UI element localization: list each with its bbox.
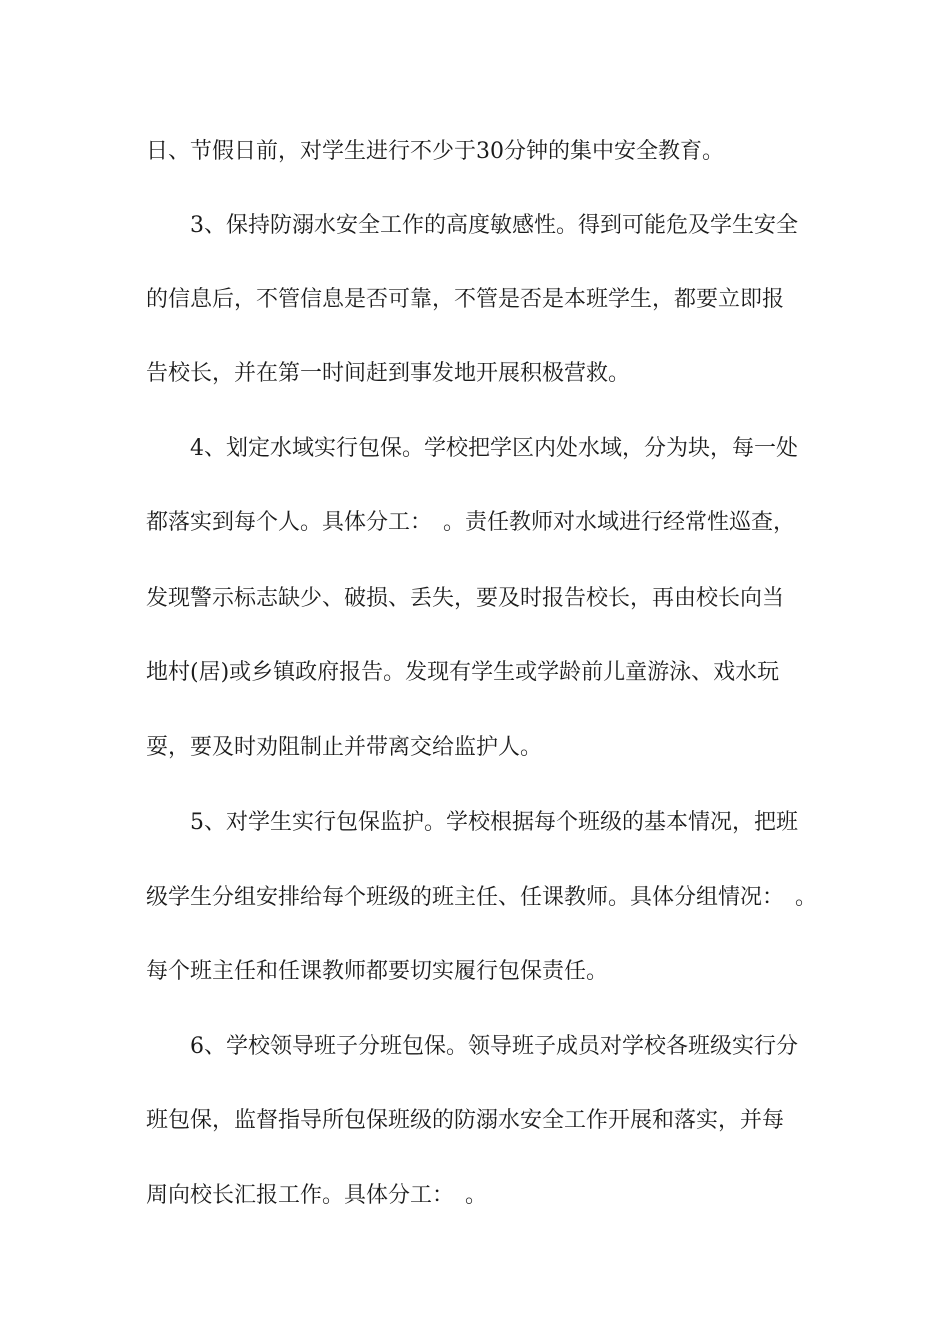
- text-line: 周向校长汇报工作。具体分工： 。: [146, 1183, 488, 1208]
- text-line: 班包保，监督指导所包保班级的防溺水安全工作开展和落实，并每: [146, 1108, 785, 1133]
- paragraph-4-line: 4、划定水域实行包保。学校把学区内处水域，分为块，每一处: [190, 436, 798, 461]
- paragraph-5-line: 5、对学生实行包保监护。学校根据每个班级的基本情况，把班: [190, 810, 798, 835]
- text-line: 发现警示标志缺少、破损、丢失，要及时报告校长，再由校长向当: [146, 586, 785, 611]
- text-line: 日、节假日前，对学生进行不少于30分钟的集中安全教育。: [146, 139, 724, 164]
- text-line: 告校长，并在第一时间赶到事发地开展积极营救。: [146, 361, 631, 386]
- text-line: 的信息后，不管信息是否可靠，不管是否是本班学生，都要立即报: [146, 287, 785, 312]
- text-line: 都落实到每个人。具体分工： 。责任教师对水域进行经常性巡查，: [146, 510, 796, 535]
- text-line: 每个班主任和任课教师都要切实履行包保责任。: [146, 959, 609, 984]
- text-line: 级学生分组安排给每个班级的班主任、任课教师。具体分组情况： 。: [146, 885, 818, 910]
- paragraph-6-line: 6、学校领导班子分班包保。领导班子成员对学校各班级实行分: [190, 1034, 798, 1059]
- text-line: 地村(居)或乡镇政府报告。发现有学生或学龄前儿童游泳、戏水玩: [146, 660, 780, 685]
- text-line: 耍，要及时劝阻制止并带离交给监护人。: [146, 735, 543, 760]
- paragraph-3-line: 3、保持防溺水安全工作的高度敏感性。得到可能危及学生安全: [190, 213, 798, 238]
